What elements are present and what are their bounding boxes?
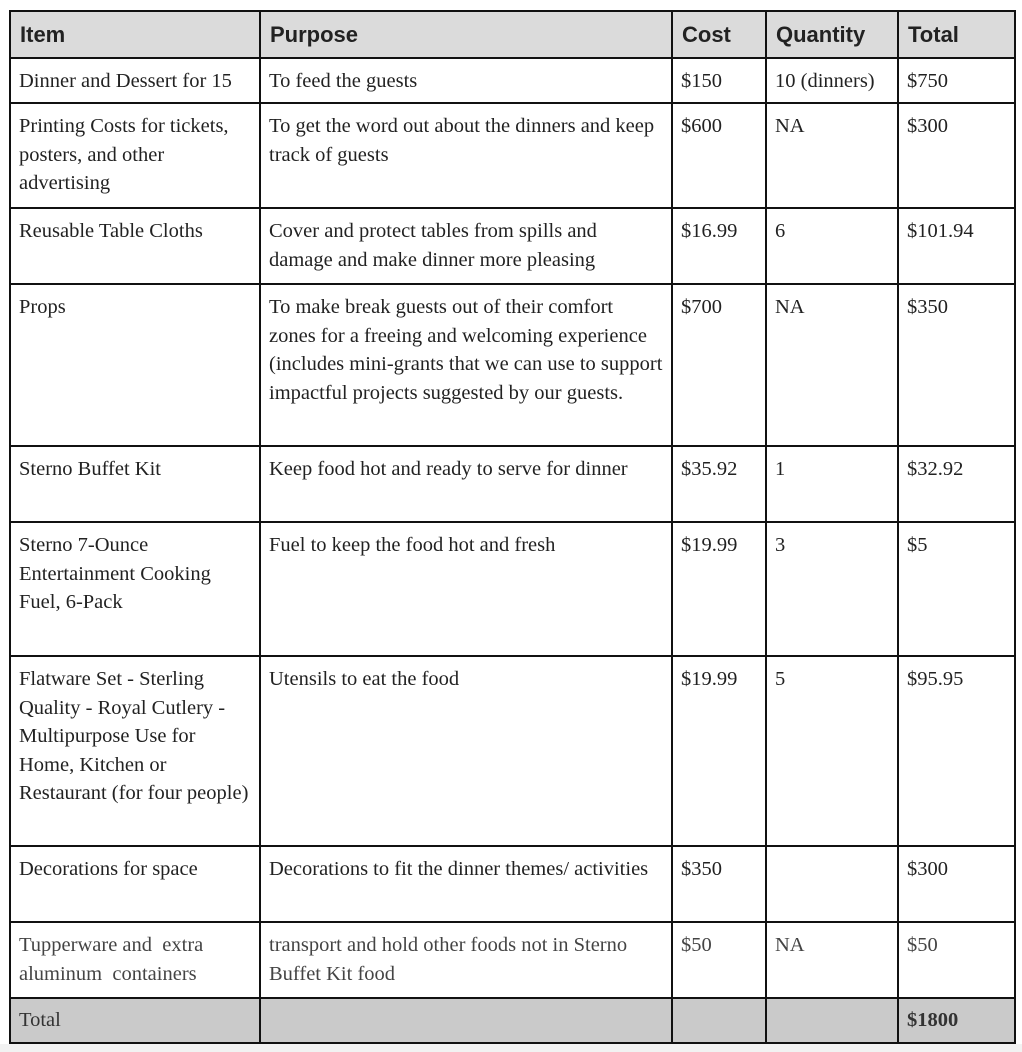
header-purpose: Purpose	[260, 11, 672, 58]
table-row	[10, 103, 1015, 208]
cell-item: Sterno 7-Ounce Entertainment Cooking Fuel, 6-Pack	[10, 522, 260, 656]
cell-cost: $50	[672, 922, 766, 998]
cell-total: $50	[898, 922, 1015, 998]
cell-cost: $350	[672, 846, 766, 922]
cell-quantity: 10 (dinners)	[766, 58, 898, 103]
cell-item: Props	[10, 284, 260, 446]
cell-purpose: transport and hold other foods not in Sterno Buffet Kit food	[260, 922, 672, 998]
table-row	[10, 284, 1015, 446]
budget-table	[9, 10, 1016, 1044]
total-purpose	[260, 998, 672, 1043]
grand-total: $1800	[898, 998, 1015, 1043]
cell-item: Dinner and Dessert for 15	[10, 58, 260, 103]
cell-total: $300	[898, 846, 1015, 922]
cell-quantity: 5	[766, 656, 898, 846]
cell-item: Printing Costs for tickets, posters, and other advertising	[10, 103, 260, 208]
total-label: Total	[10, 998, 260, 1043]
table-row	[10, 446, 1015, 522]
total-quantity	[766, 998, 898, 1043]
cell-purpose: Decorations to fit the dinner themes/ activities	[260, 846, 672, 922]
cell-quantity: 1	[766, 446, 898, 522]
cell-item: Sterno Buffet Kit	[10, 446, 260, 522]
table-total-row	[10, 998, 1015, 1043]
cell-item: Reusable Table Cloths	[10, 208, 260, 284]
cell-purpose: To feed the guests	[260, 58, 672, 103]
cell-total: $5	[898, 522, 1015, 656]
table-row	[10, 922, 1015, 998]
cell-cost: $35.92	[672, 446, 766, 522]
table-row	[10, 656, 1015, 846]
cell-quantity: 3	[766, 522, 898, 656]
cell-cost: $150	[672, 58, 766, 103]
cell-purpose: To make break guests out of their comfort zones for a freeing and welcoming experience (includes mini-grants that we can use to support impactful projects suggested by our guests.	[260, 284, 672, 446]
cell-total: $300	[898, 103, 1015, 208]
cell-total: $32.92	[898, 446, 1015, 522]
table-row	[10, 208, 1015, 284]
cell-total: $750	[898, 58, 1015, 103]
cell-cost: $16.99	[672, 208, 766, 284]
cell-item: Tupperware and extra aluminum containers	[10, 922, 260, 998]
cell-purpose: To get the word out about the dinners and keep track of guests	[260, 103, 672, 208]
header-quantity: Quantity	[766, 11, 898, 58]
cell-item: Flatware Set - Sterling Quality - Royal Cutlery - Multipurpose Use for Home, Kitchen or Restaurant (for four people)	[10, 656, 260, 846]
cell-purpose: Fuel to keep the food hot and fresh	[260, 522, 672, 656]
total-cost	[672, 998, 766, 1043]
cell-quantity: NA	[766, 284, 898, 446]
header-cost: Cost	[672, 11, 766, 58]
cell-cost: $19.99	[672, 522, 766, 656]
cell-total: $101.94	[898, 208, 1015, 284]
cell-quantity: 6	[766, 208, 898, 284]
cell-total: $350	[898, 284, 1015, 446]
header-total: Total	[898, 11, 1015, 58]
cell-total: $95.95	[898, 656, 1015, 846]
cell-purpose: Cover and protect tables from spills and damage and make dinner more pleasing	[260, 208, 672, 284]
header-item: Item	[10, 11, 260, 58]
cell-purpose: Keep food hot and ready to serve for dinner	[260, 446, 672, 522]
table-row	[10, 846, 1015, 922]
cell-quantity	[766, 846, 898, 922]
table-row	[10, 58, 1015, 103]
cell-cost: $700	[672, 284, 766, 446]
cell-item: Decorations for space	[10, 846, 260, 922]
table-header-row	[10, 11, 1015, 58]
cell-cost: $600	[672, 103, 766, 208]
table-row	[10, 522, 1015, 656]
cell-quantity: NA	[766, 922, 898, 998]
cell-cost: $19.99	[672, 656, 766, 846]
cell-purpose: Utensils to eat the food	[260, 656, 672, 846]
cell-quantity: NA	[766, 103, 898, 208]
